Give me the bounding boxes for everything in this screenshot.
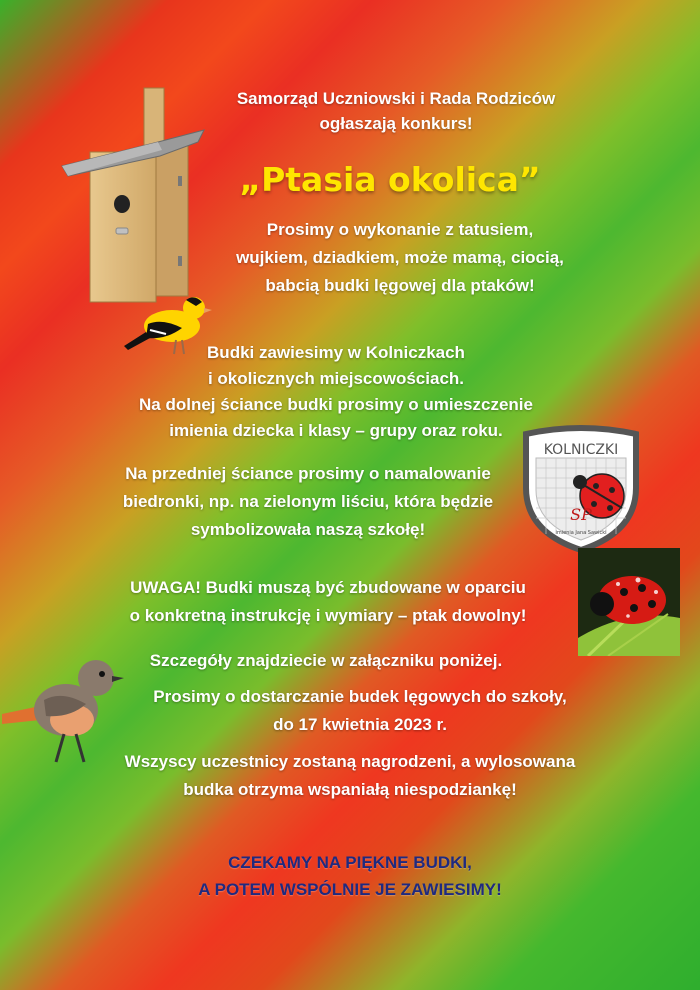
delivery-line-1: Prosimy o dostarczanie budek lęgowych do szkoły, (153, 687, 567, 706)
closing-line-1: CZEKAMY NA PIĘKNE BUDKI, (228, 853, 472, 872)
request-line-3: babcią budki lęgowej dla ptaków! (265, 276, 535, 295)
hang-line-1: Budki zawiesimy w Kolniczkach (207, 343, 465, 362)
prizes-line-2: budka otrzyma wspaniałą niespodziankę! (183, 780, 517, 799)
prizes-line-1: Wszyscy uczestnicy zostaną nagrodzeni, a wylosowana (124, 752, 576, 771)
request-text (50, 216, 700, 300)
warning-line-1: UWAGA! Budki muszą być zbudowane w oparciu (130, 578, 526, 597)
front-line-3: symbolizowała naszą szkołę! (190, 520, 426, 539)
details-text: Szczegóły znajdziecie w załączniku poniżej. (149, 651, 503, 670)
warning-text (0, 574, 678, 630)
hang-line-3: Na dolnej ściance budki prosimy o umieszczenie (139, 395, 533, 414)
request-line-1: Prosimy o wykonanie z tatusiem, (266, 220, 534, 239)
delivery-text (10, 683, 700, 739)
closing-line-2: A POTEM WSPÓLNIE JE ZAWIESIMY! (198, 880, 502, 899)
intro-line-2: ogłaszają konkurs! (319, 114, 473, 133)
front-line-2: biedronki, np. na zielonym liściu, która będzie (122, 492, 494, 511)
warning-line-2: o konkretną instrukcję i wymiary – ptak dowolny! (129, 606, 527, 625)
closing-text (0, 849, 700, 903)
hang-text (0, 340, 686, 444)
intro-text (46, 86, 700, 136)
request-line-2: wujkiem, dziadkiem, może mamą, ciocią, (236, 248, 564, 267)
contest-title: „Ptasia okolica” (239, 160, 541, 199)
front-wall-text (0, 460, 658, 544)
hang-line-4: imienia dziecka i klasy – grupy oraz roku. (169, 421, 503, 440)
hang-line-2: i okolicznych miejscowościach. (207, 369, 465, 388)
delivery-line-2: do 17 kwietnia 2023 r. (273, 715, 447, 734)
front-line-1: Na przedniej ściance prosimy o namalowanie (125, 464, 491, 483)
intro-line-1: Samorząd Uczniowski i Rada Rodziców (236, 89, 556, 108)
logo-name: KOLNICZKI (543, 442, 619, 458)
logo-letters: SP (570, 505, 592, 524)
prizes-text (0, 748, 700, 804)
logo-motto: imienia Jana Sawicki (555, 530, 607, 536)
